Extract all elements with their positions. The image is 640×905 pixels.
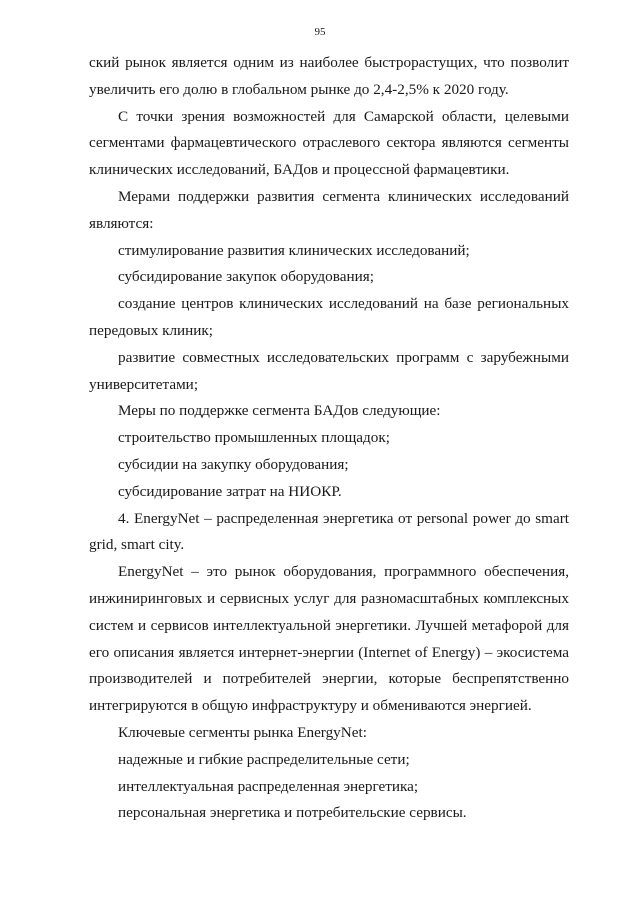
list-item: создание центров клинических исследований на базе региональных передовых клиник;: [89, 295, 569, 339]
list-item: развитие совместных исследовательских программ с зарубежными университетами;: [89, 348, 569, 393]
paragraph-key-segments: Ключевые сегменты рынка EnergyNet:: [118, 723, 367, 741]
section-heading-energynet: 4. EnergyNet – распределенная энергетика от personal power до smart grid, smart city.: [89, 509, 569, 554]
page-number: 95: [314, 26, 326, 38]
list-item: субсидирование закупок оборудования;: [118, 268, 374, 286]
list-item: субсидирование затрат на НИОКР.: [118, 482, 342, 500]
list-item: строительство промышленных площадок;: [118, 429, 390, 447]
list-item: субсидии на закупку оборудования;: [118, 455, 349, 473]
paragraph-bad-measures: Меры по поддержке сегмента БАДов следующие:: [118, 402, 441, 420]
list-item: интеллектуальная распределенная энергетика;: [118, 777, 419, 795]
list-item: стимулирование развития клинических исследований;: [118, 241, 470, 259]
paragraph-target-segments: С точки зрения возможностей для Самарской области, целевыми сегментами фармацевтического отраслевого сектора являются сегменты клинических исследований, БАДов и процессной фармацевтики.: [89, 107, 569, 179]
paragraph-support-measures: Мерами поддержки развития сегмента клинических исследований являются:: [89, 187, 569, 232]
paragraph-energynet-description: EnergyNet – это рынок оборудования, программного обеспечения, инжиниринговых и сервисных услуг для разномасштабных комплексных систем и сервисов интеллектуальной энергетики. Лучшей метафорой для его описания является интернет-энергии (Internet of Energy) – экосистема производителей и потребителей энергии, которые беспрепятственно интегрируются в общую инфраструктуру и обмениваются энергией.: [89, 563, 569, 715]
document-body: [89, 50, 569, 827]
paragraph-continuation: ский рынок является одним из наиболее быстрорастущих, что позволит увеличить его долю в глобальном рынке до 2,4-2,5% к 2020 году.: [89, 54, 569, 98]
list-item: персональная энергетика и потребительские сервисы.: [118, 804, 467, 822]
list-item: надежные и гибкие распределительные сети;: [118, 750, 410, 768]
